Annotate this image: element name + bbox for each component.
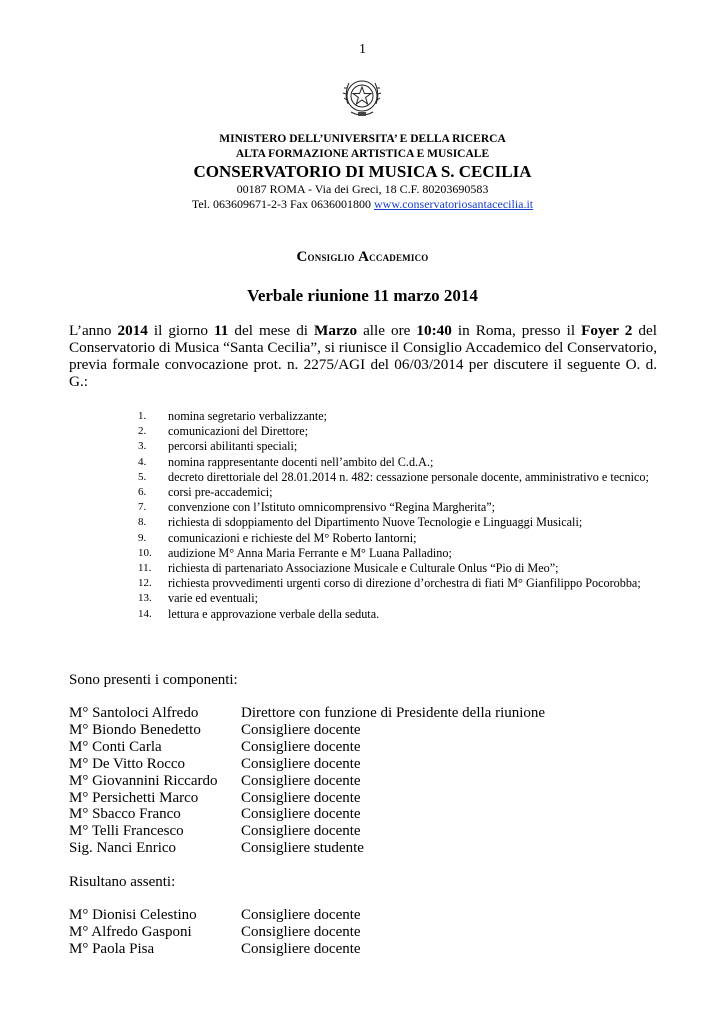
member-role: Consigliere docente bbox=[241, 738, 361, 755]
agenda-text: lettura e approvazione verbale della seduta. bbox=[168, 606, 380, 621]
agenda-item bbox=[138, 455, 658, 470]
present-label: Sono presenti i componenti: bbox=[69, 672, 238, 688]
agenda-item bbox=[138, 607, 658, 622]
intro-text: il giorno bbox=[147, 322, 215, 339]
contacts-line bbox=[0, 197, 725, 212]
member-name: M° Telli Francesco bbox=[69, 823, 184, 840]
agenda-item bbox=[138, 424, 658, 439]
intro-text: L’anno bbox=[69, 322, 118, 339]
address-line: 00187 ROMA - Via dei Greci, 18 C.F. 80203690583 bbox=[236, 182, 489, 196]
member-row bbox=[69, 823, 669, 840]
absent-members-list bbox=[69, 907, 669, 958]
agenda-text: nomina segretario verbalizzante; bbox=[168, 409, 328, 423]
agenda-number: 9. bbox=[138, 531, 147, 544]
institution-name: CONSERVATORIO DI MUSICA S. CECILIA bbox=[193, 162, 532, 181]
phone-fax: Tel. 063609671-2-3 Fax 0636001800 bbox=[191, 197, 371, 211]
member-row bbox=[69, 924, 669, 941]
ministry-line: MINISTERO DELL’UNIVERSITA’ E DELLA RICERCA bbox=[219, 133, 506, 145]
agenda-text: varie ed eventuali; bbox=[168, 591, 259, 606]
member-role: Consigliere docente bbox=[241, 923, 361, 940]
agenda-number: 11. bbox=[138, 562, 152, 575]
intro-text: del mese di bbox=[228, 322, 315, 339]
member-row bbox=[69, 722, 669, 739]
member-row bbox=[69, 773, 669, 790]
agenda-item bbox=[138, 515, 658, 530]
agenda-item bbox=[138, 591, 658, 606]
member-role: Direttore con funzione di Presidente della riunione bbox=[241, 705, 546, 721]
agenda-item bbox=[138, 561, 658, 576]
heading-word: onsiglio bbox=[307, 249, 359, 264]
document-title: Verbale riunione 11 marzo 2014 bbox=[247, 286, 478, 305]
heading-initial: A bbox=[358, 249, 370, 265]
intro-text: alle ore bbox=[357, 322, 417, 339]
section-heading bbox=[0, 249, 725, 266]
member-name: M° Giovannini Riccardo bbox=[69, 772, 218, 789]
agenda-number: 12. bbox=[138, 577, 152, 590]
member-row bbox=[69, 790, 669, 807]
division-line: ALTA FORMAZIONE ARTISTICA E MUSICALE bbox=[235, 148, 490, 160]
agenda-item bbox=[138, 500, 658, 515]
agenda-text: richiesta provvedimenti urgenti corso di direzione d’orchestra di fiati M° Gianfilippo Pocorobba; bbox=[168, 576, 641, 591]
member-row bbox=[69, 806, 669, 823]
heading-initial: C bbox=[296, 249, 308, 265]
agenda-item bbox=[138, 409, 658, 424]
agenda-number: 6. bbox=[138, 486, 147, 499]
italian-republic-emblem-icon bbox=[341, 74, 383, 120]
intro-month: Marzo bbox=[314, 322, 358, 339]
member-role: Consigliere docente bbox=[241, 940, 361, 957]
agenda-number: 2. bbox=[138, 425, 147, 438]
agenda-item bbox=[138, 546, 658, 561]
agenda-item bbox=[138, 485, 658, 500]
member-name: Sig. Nanci Enrico bbox=[69, 840, 177, 857]
intro-place: Foyer 2 bbox=[581, 322, 633, 339]
member-name: M° De Vitto Rocco bbox=[69, 755, 186, 772]
member-row bbox=[69, 739, 669, 756]
intro-year: 2014 bbox=[117, 322, 148, 339]
member-role: Consigliere docente bbox=[241, 806, 361, 823]
agenda-number: 1. bbox=[138, 410, 147, 422]
agenda-number: 3. bbox=[138, 440, 147, 453]
member-row bbox=[69, 840, 669, 857]
page-number: 1 bbox=[359, 42, 366, 57]
agenda-text: comunicazioni e richieste del M° Roberto Iantorni; bbox=[168, 530, 417, 545]
agenda-number: 7. bbox=[138, 501, 147, 514]
agenda-text: percorsi abilitanti speciali; bbox=[168, 439, 298, 454]
member-name: M° Alfredo Gasponi bbox=[69, 923, 192, 940]
member-row bbox=[69, 941, 669, 958]
intro-time: 10:40 bbox=[416, 322, 452, 339]
agenda-text: richiesta di sdoppiamento del Dipartimento Nuove Tecnologie e Linguaggi Musicali; bbox=[168, 515, 583, 530]
agenda-text: comunicazioni del Direttore; bbox=[168, 424, 309, 439]
member-name: M° Conti Carla bbox=[69, 738, 162, 755]
present-members-list bbox=[69, 705, 669, 857]
intro-paragraph bbox=[69, 322, 657, 390]
member-name: M° Dionisi Celestino bbox=[69, 907, 197, 923]
member-role: Consigliere docente bbox=[241, 789, 361, 806]
intro-text: in Roma, presso il bbox=[451, 322, 582, 339]
agenda-list bbox=[138, 409, 658, 622]
agenda-item bbox=[138, 439, 658, 454]
agenda-number: 8. bbox=[138, 516, 147, 529]
member-row bbox=[69, 705, 669, 722]
member-name: M° Paola Pisa bbox=[69, 940, 155, 957]
member-role: Consigliere docente bbox=[241, 721, 361, 738]
heading-word: ccademico bbox=[369, 249, 429, 264]
agenda-text: audizione M° Anna Maria Ferrante e M° Luana Palladino; bbox=[168, 545, 452, 560]
member-name: M° Biondo Benedetto bbox=[69, 721, 201, 738]
member-role: Consigliere studente bbox=[241, 840, 364, 857]
agenda-text: convenzione con l’Istituto omnicomprensivo “Regina Margherita”; bbox=[168, 500, 496, 515]
agenda-text: corsi pre-accademici; bbox=[168, 485, 273, 500]
member-role: Consigliere docente bbox=[241, 823, 361, 840]
agenda-item bbox=[138, 576, 658, 591]
member-name: M° Persichetti Marco bbox=[69, 789, 199, 806]
agenda-item bbox=[138, 470, 658, 485]
agenda-number: 14. bbox=[138, 607, 152, 620]
member-role: Consigliere docente bbox=[241, 772, 361, 789]
member-row bbox=[69, 907, 669, 924]
member-role: Consigliere docente bbox=[241, 907, 361, 923]
agenda-text: decreto direttoriale del 28.01.2014 n. 482: cessazione personale docente, amministrativo e tecnico; bbox=[168, 469, 649, 484]
absent-label: Risultano assenti: bbox=[69, 874, 176, 890]
agenda-number: 4. bbox=[138, 455, 147, 468]
member-name: M° Sbacco Franco bbox=[69, 806, 181, 823]
website-link[interactable]: www.conservatoriosantacecilia.it bbox=[373, 197, 534, 211]
agenda-text: richiesta di partenariato Associazione Musicale e Culturale Onlus “Pio di Meo”; bbox=[168, 561, 559, 576]
member-role: Consigliere docente bbox=[241, 755, 361, 772]
agenda-item bbox=[138, 531, 658, 546]
agenda-number: 13. bbox=[138, 592, 152, 605]
intro-day: 11 bbox=[214, 322, 229, 339]
agenda-number: 10. bbox=[138, 546, 152, 559]
member-name: M° Santoloci Alfredo bbox=[69, 705, 199, 721]
agenda-number: 5. bbox=[138, 470, 147, 483]
intro-text: del Conservatorio di Musica “Santa Cecilia”, si riunisce il Consiglio Accademico del Conservatorio, previa formale convocazione prot. n. 2275/AGI del 06/03/2014 per discutere il seguente O. d. G.: bbox=[69, 322, 657, 390]
agenda-text: nomina rappresentante docenti nell’ambito del C.d.A.; bbox=[168, 454, 434, 469]
member-row bbox=[69, 756, 669, 773]
